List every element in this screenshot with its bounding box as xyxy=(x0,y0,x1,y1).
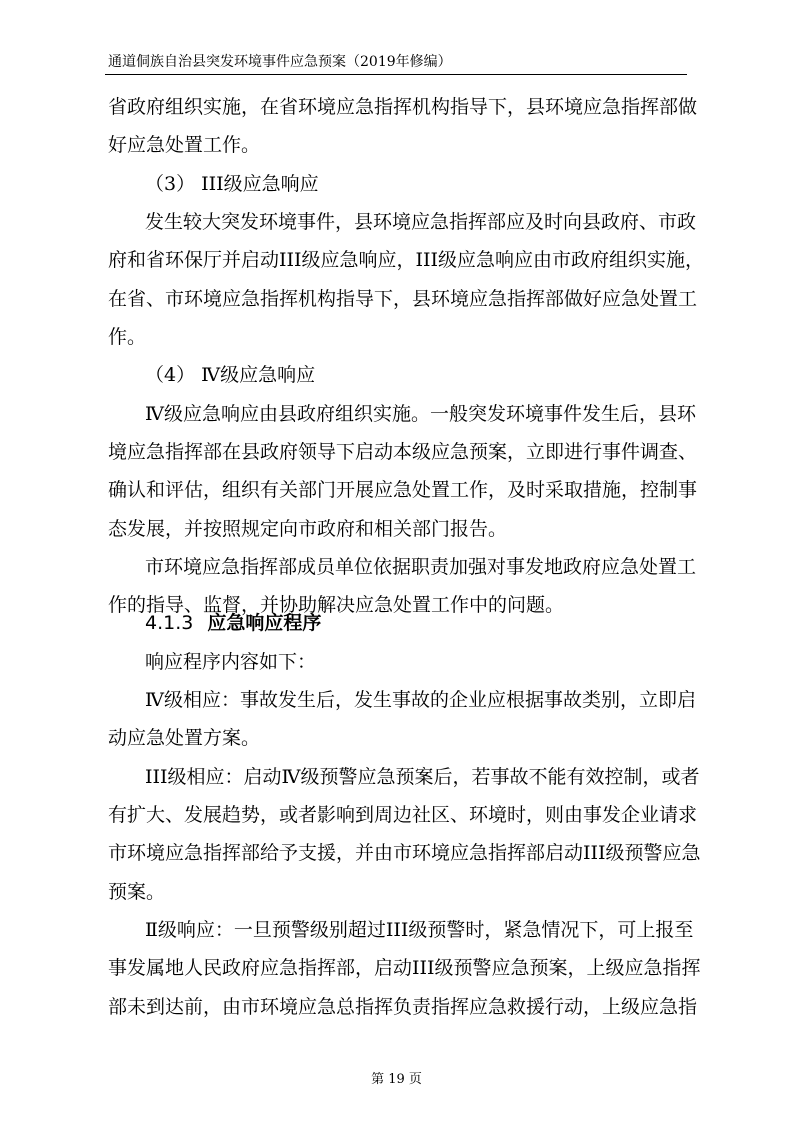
paragraph-line: Ⅳ级应急响应由县政府组织实施。一般突发环境事件发生后，县环 xyxy=(145,403,696,425)
paragraph-line: III级相应：启动Ⅳ级预警应急预案后，若事故不能有效控制，或者 xyxy=(145,766,700,788)
paragraph-line: 有扩大、发展趋势，或者影响到周边社区、环境时，则由事发企业请求 xyxy=(108,804,698,826)
subheading-level-4: （4） Ⅳ级应急响应 xyxy=(145,364,316,386)
section-number: 4.1.3 xyxy=(145,612,194,634)
paragraph-line: 确认和评估，组织有关部门开展应急处置工作，及时采取措施，控制事 xyxy=(108,479,698,501)
paragraph-line: 府和省环保厅并启动III级应急响应，III级应急响应由市政府组织实施， xyxy=(108,249,705,271)
paragraph-line: 好应急处置工作。 xyxy=(108,134,261,156)
subheading-level-3: （3） III级应急响应 xyxy=(145,173,319,195)
paragraph-line: 作。 xyxy=(108,326,147,348)
paragraph-line: 市环境应急指挥部成员单位依据职责加强对事发地政府应急处置工 xyxy=(145,556,697,578)
paragraph-line: 事发属地人民政府应急指挥部，启动III级预警应急预案，上级应急指挥 xyxy=(108,957,701,979)
section-title: 应急响应程序 xyxy=(207,612,322,634)
running-header: 通道侗族自治县突发环境事件应急预案（2019年修编） xyxy=(108,54,452,70)
header-rule xyxy=(105,74,687,75)
paragraph-line: 预案。 xyxy=(108,881,166,903)
paragraph-line: 动应急处置方案。 xyxy=(108,727,261,749)
paragraph-line: 部未到达前，由市环境应急总指挥负责指挥应急救援行动，上级应急指 xyxy=(108,996,698,1018)
paragraph-line: 省政府组织实施，在省环境应急指挥机构指导下，县环境应急指挥部做 xyxy=(108,96,698,118)
paragraph-line: 市环境应急指挥部给予支援，并由市环境应急指挥部启动III级预警应急 xyxy=(108,842,701,864)
paragraph-line: 发生较大突发环境事件，县环境应急指挥部应及时向县政府、市政 xyxy=(145,211,697,233)
paragraph-line: 态发展，并按照规定向市政府和相关部门报告。 xyxy=(108,518,508,540)
paragraph-line: Ⅳ级相应：事故发生后，发生事故的企业应根据事故类别，立即启 xyxy=(145,689,696,711)
paragraph-line: 作的指导、监督，并协助解决应急处置工作中的问题。 xyxy=(108,594,565,616)
paragraph-line: 境应急指挥部在县政府领导下启动本级应急预案，立即进行事件调查、 xyxy=(108,441,698,463)
section-heading xyxy=(145,611,321,635)
paragraph-line: Ⅱ级响应：一旦预警级别超过III级预警时，紧急情况下，可上报至 xyxy=(145,919,694,941)
paragraph-line: 在省、市环境应急指挥机构指导下，县环境应急指挥部做好应急处置工 xyxy=(108,288,698,310)
paragraph-line: 响应程序内容如下： xyxy=(145,651,317,673)
page-number: 第 19 页 xyxy=(371,1072,422,1087)
